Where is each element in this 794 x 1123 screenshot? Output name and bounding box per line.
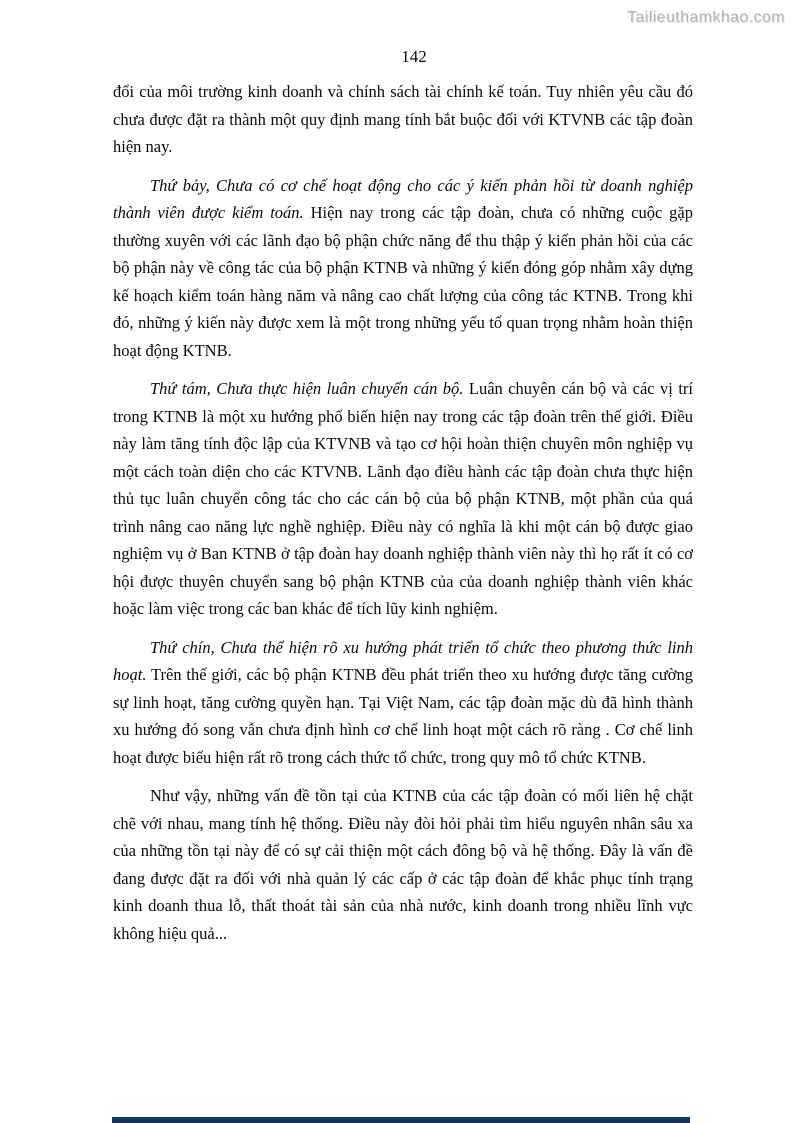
paragraph: [113, 634, 693, 772]
paragraph: [113, 172, 693, 365]
paragraph-lead-italic: Thứ chín, Chưa thể hiện rõ xu hướng phát triển tổ chức theo phương thức linh hoạt.: [113, 637, 693, 684]
paragraph-lead-italic: Thứ tám, Chưa thực hiện luân chuyển cán bộ.: [150, 379, 464, 398]
document-body: [113, 78, 693, 958]
paragraph-text: Trên thế giới, các bộ phận KTNB đều phát triển theo xu hướng được tăng cường sự linh hoạt, tăng cường quyền hạn. Tại Việt Nam, các tập đoàn mặc dù đã hình thành xu hướng đó song vẫn chưa định hình cơ chế linh hoạt một cách rõ ràng . Cơ chế linh hoạt được biểu hiện rất rõ trong cách thức tổ chức, trong quy mô tổ chức KTNB.: [113, 665, 694, 767]
paragraph-lead-italic: Thứ bảy, Chưa có cơ chế hoạt động cho các ý kiến phản hồi từ doanh nghiệp thành viên được kiểm toán.: [113, 175, 693, 222]
watermark: Tailieuthamkhao.com: [627, 9, 785, 26]
footer-bar: [112, 1117, 690, 1123]
page-number: 142: [401, 47, 427, 66]
paragraph-text: Như vậy, những vấn đề tồn tại của KTNB của các tập đoàn có mối liên hệ chặt chẽ với nhau, mang tính hệ thống. Điều này đòi hỏi phải tìm hiểu nguyên nhân sâu xa của những tồn tại này để có sự cải thiện một cách đông bộ và hệ thống. Đây là vấn đề đang được đặt ra đối với nhà quản lý các cấp ở các tập đoàn để khắc phục tính trạng kinh doanh thua lỗ, thất thoát tài sản của nhà nước, kinh doanh trong nhiều lĩnh vực không hiệu quả...: [113, 786, 693, 943]
paragraph: [113, 782, 693, 947]
paragraph: [113, 78, 693, 161]
paragraph-text: đổi của môi trường kinh doanh và chính sách tài chính kế toán. Tuy nhiên yêu cầu đó chưa được đặt ra thành một quy định mang tính bắt buộc đối với KTVNB các tập đoàn hiện nay.: [113, 82, 693, 156]
paragraph: [113, 375, 693, 623]
paragraph-text: Hiện nay trong các tập đoàn, chưa có những cuộc gặp thường xuyên với các lãnh đạo bộ phận chức năng để thu thập ý kiến phản hồi của các bộ phận này về công tác của bộ phận KTNB và những ý kiến đóng góp nhằm xây dựng kế hoạch kiểm toán hàng năm và nâng cao chất lượng của công tác KTNB. Trong khi đó, những ý kiến này được xem là một trong những yếu tố quan trọng nhằm hoàn thiện hoạt động KTNB.: [113, 203, 693, 360]
paragraph-text: Luân chuyên cán bộ và các vị trí trong KTNB là một xu hướng phổ biến hiện nay trong các tập đoàn trên thế giới. Điều này làm tăng tính độc lập của KTVNB và tạo cơ hội hoàn thiện chuyên môn nghiệp vụ một cách toàn diện cho các KTVNB. Lãnh đạo điều hành các tập đoàn chưa thực hiện thủ tục luân chuyển công tác cho các cán bộ của bộ phận KTNB, một phần của quá trình nâng cao năng lực nghề nghiệp. Điều này có nghĩa là khi một cán bộ được giao nghiệm vụ ở Ban KTNB ở tập đoàn hay doanh nghiệp thành viên này thì họ rất ít có cơ hội được thuyên chuyển sang bộ phận KTNB của của doanh nghiệp thành viên khác hoặc làm việc trong các ban khác để tích lũy kinh nghiệm.: [113, 379, 693, 618]
